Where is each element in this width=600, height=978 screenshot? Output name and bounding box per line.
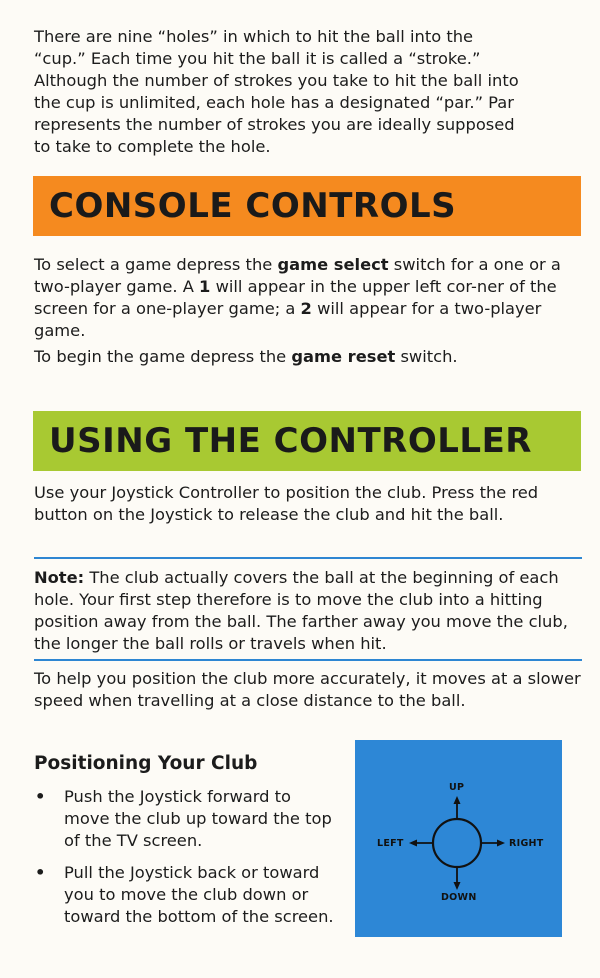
- using-controller-paragraph: Use your Joystick Controller to position the club. Press the red button on the Joystick to release the club and hit the ball.: [34, 483, 539, 524]
- diagram-label-right: RIGHT: [509, 838, 544, 849]
- console-controls-paragraph-2: [34, 346, 584, 368]
- club-speed-paragraph: To help you position the club more accurately, it moves at a slower speed when travelling at a close distance to the ball.: [34, 669, 581, 710]
- two-player-indicator: 2: [300, 299, 312, 318]
- intro-line: the cup is unlimited, each hole has a designated “par.” Par: [34, 93, 514, 112]
- note-top-divider: [34, 557, 582, 559]
- game-select-term: game select: [277, 255, 389, 274]
- text-run: switch for a one or a two-player game. A: [34, 255, 561, 296]
- diagram-label-left: LEFT: [377, 838, 404, 849]
- text-run: switch.: [395, 347, 458, 366]
- positioning-heading: Positioning Your Club: [34, 753, 258, 774]
- diagram-label-down: DOWN: [441, 892, 477, 903]
- list-item-text: Push the Joystick forward to move the club up toward the top of the TV screen.: [64, 787, 332, 850]
- console-controls-heading: CONSOLE CONTROLS: [33, 176, 581, 236]
- text-run: To begin the game depress the: [34, 347, 292, 366]
- game-reset-term: game reset: [291, 347, 396, 366]
- diagram-label-up: UP: [449, 782, 465, 793]
- one-player-indicator: 1: [199, 277, 211, 296]
- list-item: [34, 786, 339, 852]
- note-label: Note:: [34, 568, 85, 587]
- intro-line: There are nine “holes” in which to hit the ball into the: [34, 27, 474, 46]
- list-item: [34, 862, 339, 928]
- bullet-symbol: •: [35, 787, 46, 806]
- positioning-list: [34, 786, 339, 938]
- intro-line: represents the number of strokes you are ideally supposed: [34, 115, 515, 134]
- text-run: will appear in the upper left cor-ner of the screen for a one-player game; a: [34, 277, 557, 318]
- text-run: To select a game depress the: [34, 255, 278, 274]
- list-item-text: Pull the Joystick back or toward you to move the club down or toward the bottom of the screen.: [64, 863, 334, 926]
- intro-line: “cup.” Each time you hit the ball it is called a “stroke.”: [34, 49, 481, 68]
- note-bottom-divider: [34, 659, 582, 661]
- intro-line: to take to complete the hole.: [34, 137, 271, 156]
- bullet-symbol: •: [35, 863, 46, 882]
- note-text: The club actually covers the ball at the beginning of each hole. Your first step therefore is to move the club into a hitting position away from the ball. The farther away you move the club, the longer the ball rolls or travels when hit.: [34, 568, 568, 653]
- using-controller-heading: USING THE CONTROLLER: [33, 411, 581, 471]
- intro-paragraph: [34, 26, 584, 158]
- intro-line: Although the number of strokes you take to hit the ball into: [34, 71, 519, 90]
- joystick-direction-diagram: [355, 740, 562, 937]
- note-paragraph: [34, 567, 584, 655]
- console-controls-paragraph-1: [34, 254, 584, 342]
- text-run: will appear for a two-player game.: [34, 299, 542, 340]
